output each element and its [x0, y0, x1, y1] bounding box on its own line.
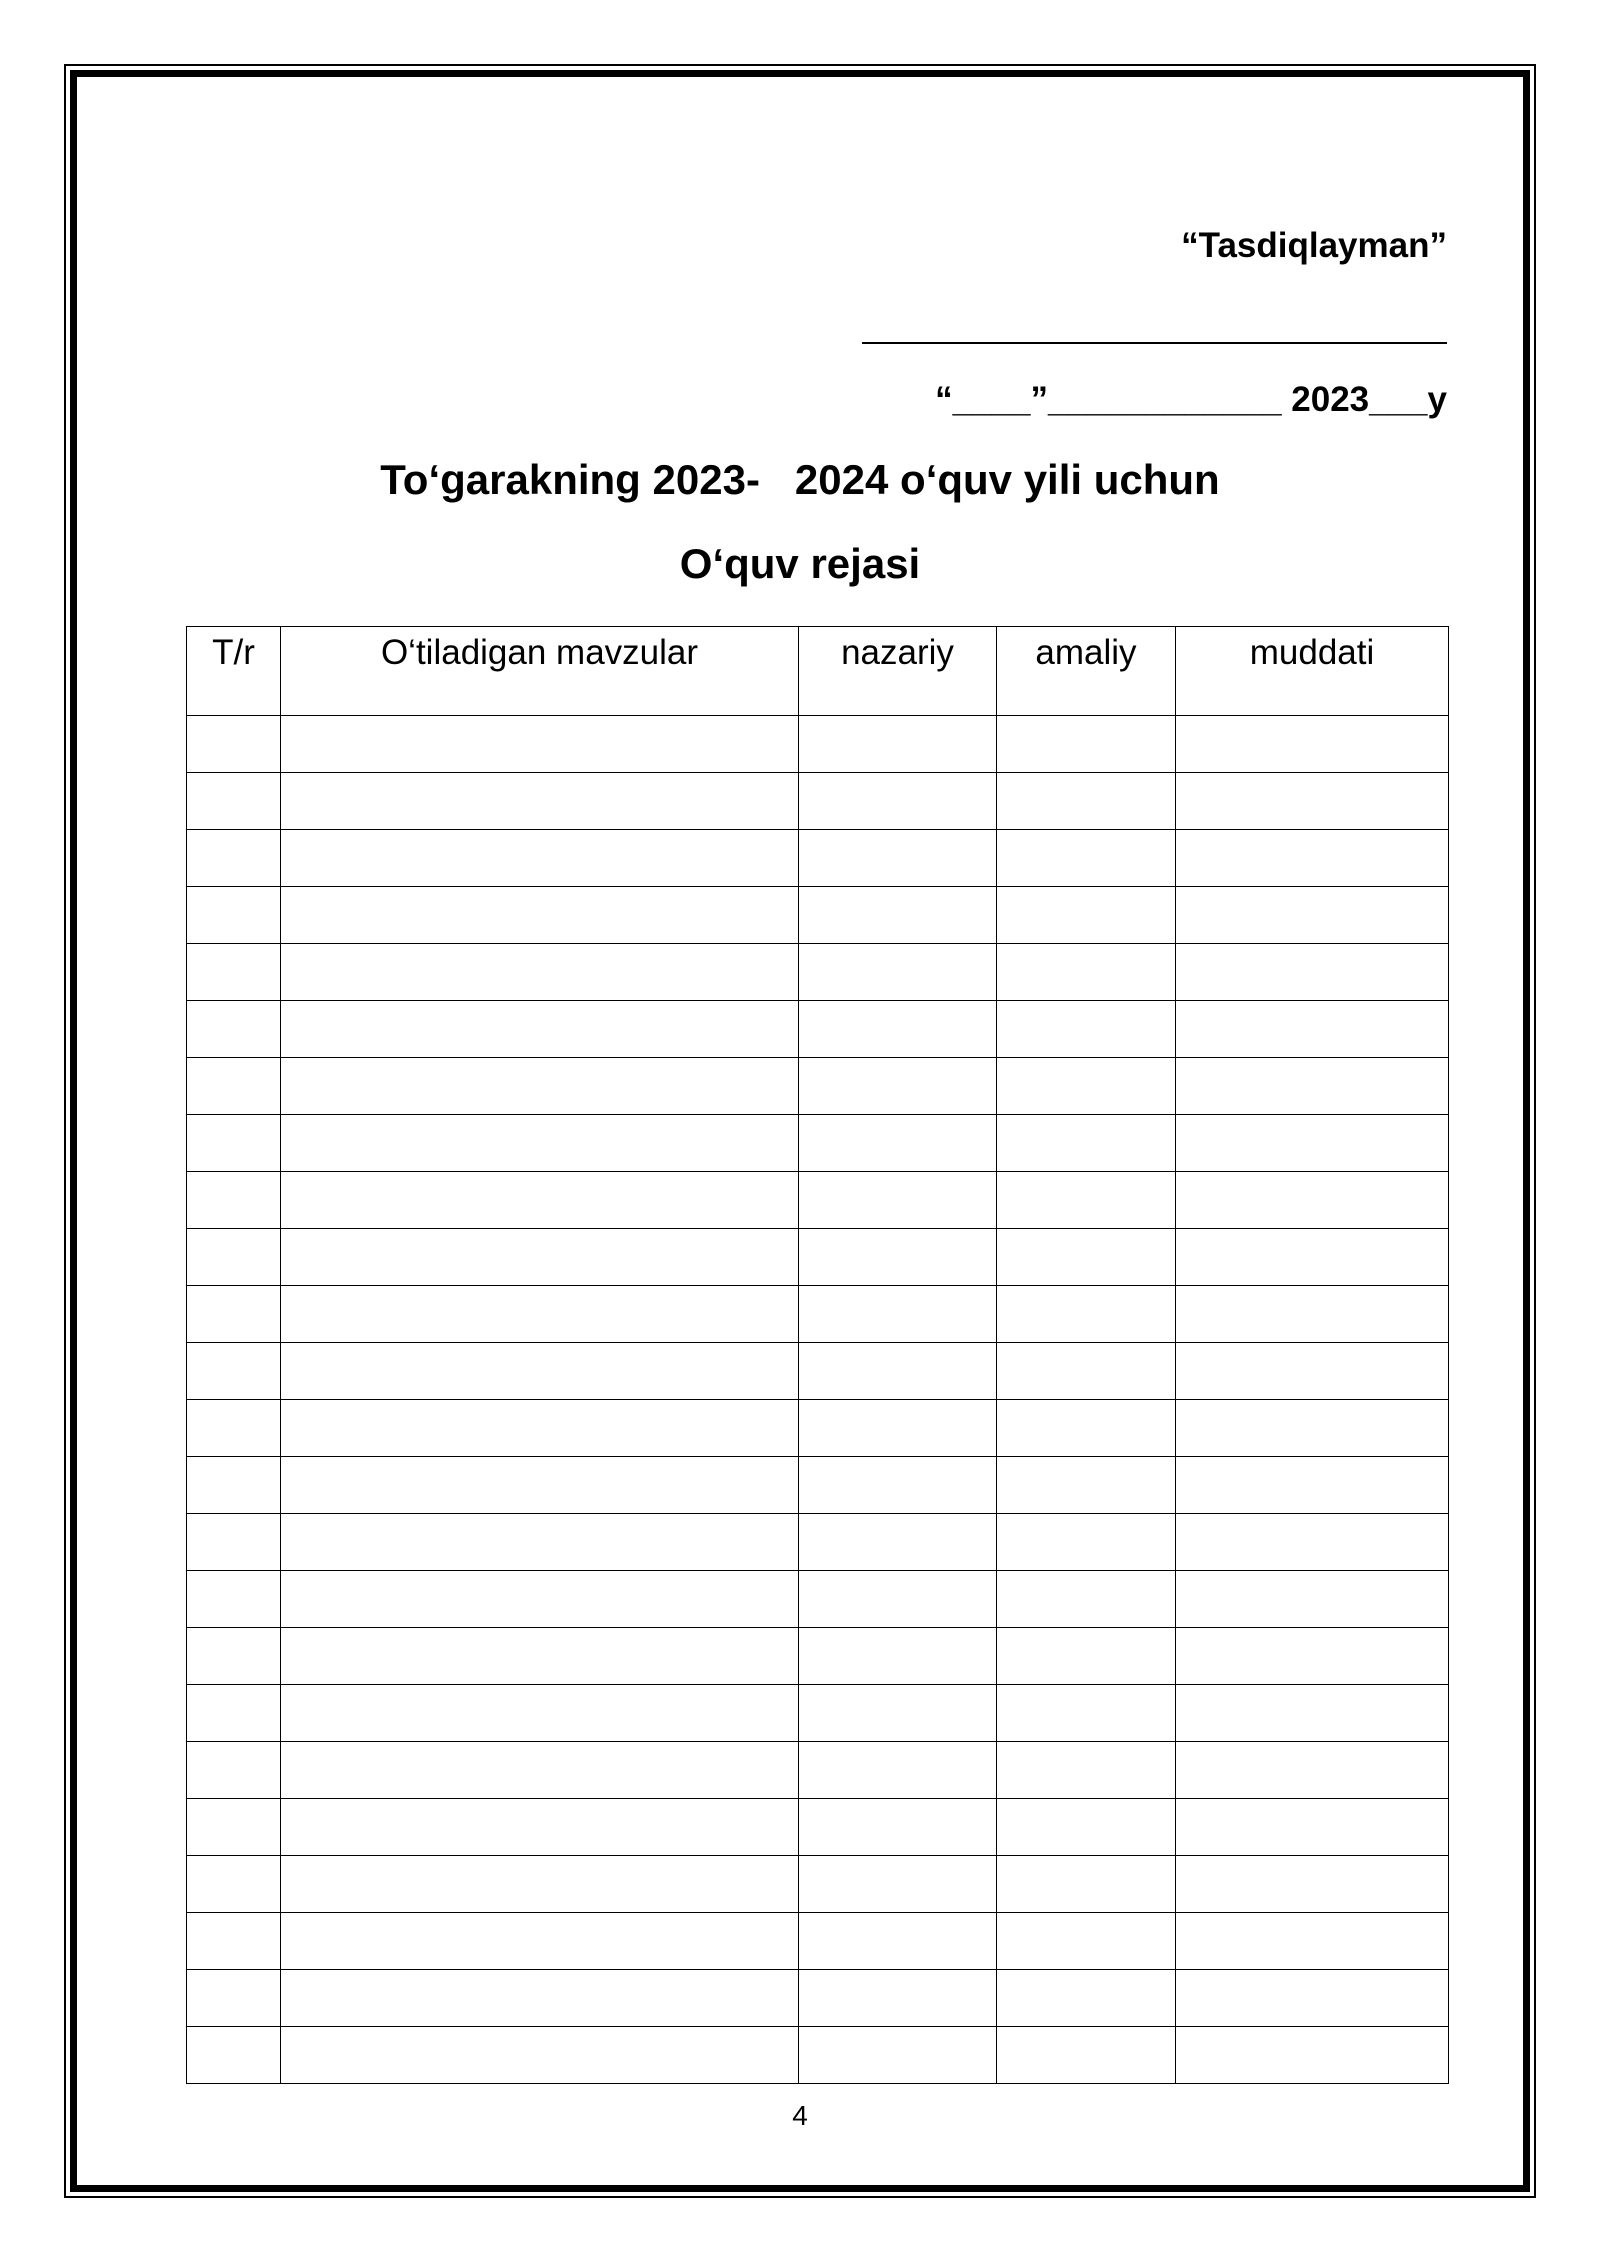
table-cell	[187, 1628, 281, 1685]
table-cell	[187, 944, 281, 1001]
table-cell	[281, 1001, 799, 1058]
table-row	[187, 1343, 1449, 1400]
table-cell	[799, 1457, 997, 1514]
table-cell	[1176, 944, 1449, 1001]
table-row	[187, 1058, 1449, 1115]
table-cell	[281, 1400, 799, 1457]
table-cell	[1176, 1970, 1449, 2027]
table-cell	[799, 1229, 997, 1286]
signature-line	[862, 342, 1447, 344]
table-cell	[1176, 1400, 1449, 1457]
table-cell	[997, 830, 1176, 887]
table-cell	[799, 830, 997, 887]
table-cell	[281, 1856, 799, 1913]
table-row	[187, 1799, 1449, 1856]
table-cell	[799, 887, 997, 944]
column-header-theory: nazariy	[799, 627, 997, 716]
column-header-topics: O‘tiladigan mavzular	[281, 627, 799, 716]
table-cell	[799, 1685, 997, 1742]
table-cell	[281, 1457, 799, 1514]
table-row	[187, 1856, 1449, 1913]
table-cell	[187, 1685, 281, 1742]
table-row	[187, 1001, 1449, 1058]
table-cell	[1176, 716, 1449, 773]
page-number: 4	[792, 2100, 808, 2131]
table-cell	[799, 1628, 997, 1685]
table-cell	[997, 1913, 1176, 1970]
table-cell	[187, 716, 281, 773]
table-cell	[799, 1400, 997, 1457]
table-cell	[997, 944, 1176, 1001]
table-cell	[997, 1058, 1176, 1115]
table-cell	[1176, 1571, 1449, 1628]
table-cell	[281, 773, 799, 830]
table-cell	[799, 1172, 997, 1229]
table-cell	[799, 1856, 997, 1913]
table-cell	[997, 1856, 1176, 1913]
table-cell	[1176, 1457, 1449, 1514]
table-cell	[187, 1970, 281, 2027]
column-header-practice: amaliy	[997, 627, 1176, 716]
table-row	[187, 1286, 1449, 1343]
table-cell	[997, 1343, 1176, 1400]
table-cell	[1176, 1856, 1449, 1913]
curriculum-table	[186, 626, 1449, 2084]
table-cell	[997, 1970, 1176, 2027]
table-cell	[187, 1913, 281, 1970]
table-header-row	[187, 627, 1449, 716]
table-cell	[997, 1685, 1176, 1742]
table-cell	[281, 1058, 799, 1115]
table-cell	[997, 1400, 1176, 1457]
table-cell	[799, 1343, 997, 1400]
table-cell	[799, 1058, 997, 1115]
table-row	[187, 1571, 1449, 1628]
table-cell	[187, 1400, 281, 1457]
table-row	[187, 1685, 1449, 1742]
table-cell	[187, 1457, 281, 1514]
table-cell	[799, 1799, 997, 1856]
table-cell	[281, 1913, 799, 1970]
table-cell	[799, 1001, 997, 1058]
table-cell	[1176, 1628, 1449, 1685]
table-cell	[1176, 1229, 1449, 1286]
table-cell	[281, 1970, 799, 2027]
table-cell	[799, 1913, 997, 1970]
column-header-number: T/r	[187, 627, 281, 716]
column-header-duration: muddati	[1176, 627, 1449, 716]
table-row	[187, 1115, 1449, 1172]
table-cell	[281, 1343, 799, 1400]
table-cell	[281, 1172, 799, 1229]
table-cell	[997, 1799, 1176, 1856]
table-row	[187, 2027, 1449, 2084]
approval-label: “Tasdiqlayman”	[1181, 226, 1447, 265]
table-cell	[1176, 1058, 1449, 1115]
table-cell	[1176, 1799, 1449, 1856]
table-cell	[281, 944, 799, 1001]
table-cell	[187, 830, 281, 887]
table-row	[187, 1742, 1449, 1799]
table-cell	[187, 1001, 281, 1058]
table-cell	[281, 1628, 799, 1685]
table-cell	[799, 1970, 997, 2027]
table-cell	[187, 1229, 281, 1286]
table-cell	[997, 1571, 1176, 1628]
table-cell	[187, 1115, 281, 1172]
table-cell	[281, 2027, 799, 2084]
table-cell	[997, 1457, 1176, 1514]
table-cell	[1176, 887, 1449, 944]
table-cell	[997, 1001, 1176, 1058]
table-cell	[1176, 1001, 1449, 1058]
table-cell	[799, 773, 997, 830]
approval-date-line: “____”____________ 2023___y	[935, 380, 1447, 419]
table-cell	[997, 1514, 1176, 1571]
table-cell	[187, 1799, 281, 1856]
table-cell	[281, 1685, 799, 1742]
table-cell	[281, 887, 799, 944]
table-cell	[1176, 1286, 1449, 1343]
table-cell	[1176, 1343, 1449, 1400]
table-cell	[187, 1058, 281, 1115]
table-cell	[997, 1742, 1176, 1799]
table-cell	[281, 1115, 799, 1172]
table-cell	[799, 1514, 997, 1571]
table-cell	[281, 716, 799, 773]
table-cell	[997, 1628, 1176, 1685]
table-row	[187, 716, 1449, 773]
table-cell	[1176, 1913, 1449, 1970]
table-cell	[281, 1286, 799, 1343]
table-cell	[1176, 1685, 1449, 1742]
table-cell	[281, 1742, 799, 1799]
table-row	[187, 944, 1449, 1001]
table-cell	[187, 887, 281, 944]
table-cell	[997, 1286, 1176, 1343]
table-cell	[187, 1856, 281, 1913]
table-cell	[187, 1571, 281, 1628]
table-cell	[799, 2027, 997, 2084]
table-row	[187, 1970, 1449, 2027]
table-row	[187, 1457, 1449, 1514]
table-row	[187, 1172, 1449, 1229]
table-cell	[281, 1799, 799, 1856]
table-cell	[997, 2027, 1176, 2084]
table-cell	[799, 1115, 997, 1172]
table-cell	[1176, 1172, 1449, 1229]
table-cell	[1176, 1115, 1449, 1172]
table-cell	[997, 1172, 1176, 1229]
table-body	[187, 716, 1449, 2084]
document-title: To‘garakning 2023- 2024 o‘quv yili uchun	[380, 456, 1220, 503]
table-cell	[1176, 1514, 1449, 1571]
table-cell	[997, 1229, 1176, 1286]
table-cell	[997, 716, 1176, 773]
table-cell	[281, 1229, 799, 1286]
table-row	[187, 887, 1449, 944]
table-row	[187, 1628, 1449, 1685]
table-cell	[1176, 773, 1449, 830]
table-cell	[1176, 830, 1449, 887]
table-cell	[799, 1742, 997, 1799]
table-cell	[997, 887, 1176, 944]
table-cell	[187, 1172, 281, 1229]
table-cell	[281, 1514, 799, 1571]
document-subtitle: O‘quv rejasi	[679, 540, 921, 587]
table-cell	[281, 830, 799, 887]
table-cell	[187, 1286, 281, 1343]
table-row	[187, 830, 1449, 887]
table-cell	[799, 716, 997, 773]
table-cell	[187, 1514, 281, 1571]
table-cell	[1176, 1742, 1449, 1799]
table-cell	[187, 773, 281, 830]
table-cell	[799, 1571, 997, 1628]
table-cell	[799, 944, 997, 1001]
table-row	[187, 1400, 1449, 1457]
table-cell	[187, 2027, 281, 2084]
table-row	[187, 1514, 1449, 1571]
table-cell	[281, 1571, 799, 1628]
table-cell	[997, 1115, 1176, 1172]
table-cell	[187, 1343, 281, 1400]
table-cell	[799, 1286, 997, 1343]
table-row	[187, 1913, 1449, 1970]
table-cell	[997, 773, 1176, 830]
table-cell	[187, 1742, 281, 1799]
table-row	[187, 1229, 1449, 1286]
table-cell	[1176, 2027, 1449, 2084]
table-row	[187, 773, 1449, 830]
